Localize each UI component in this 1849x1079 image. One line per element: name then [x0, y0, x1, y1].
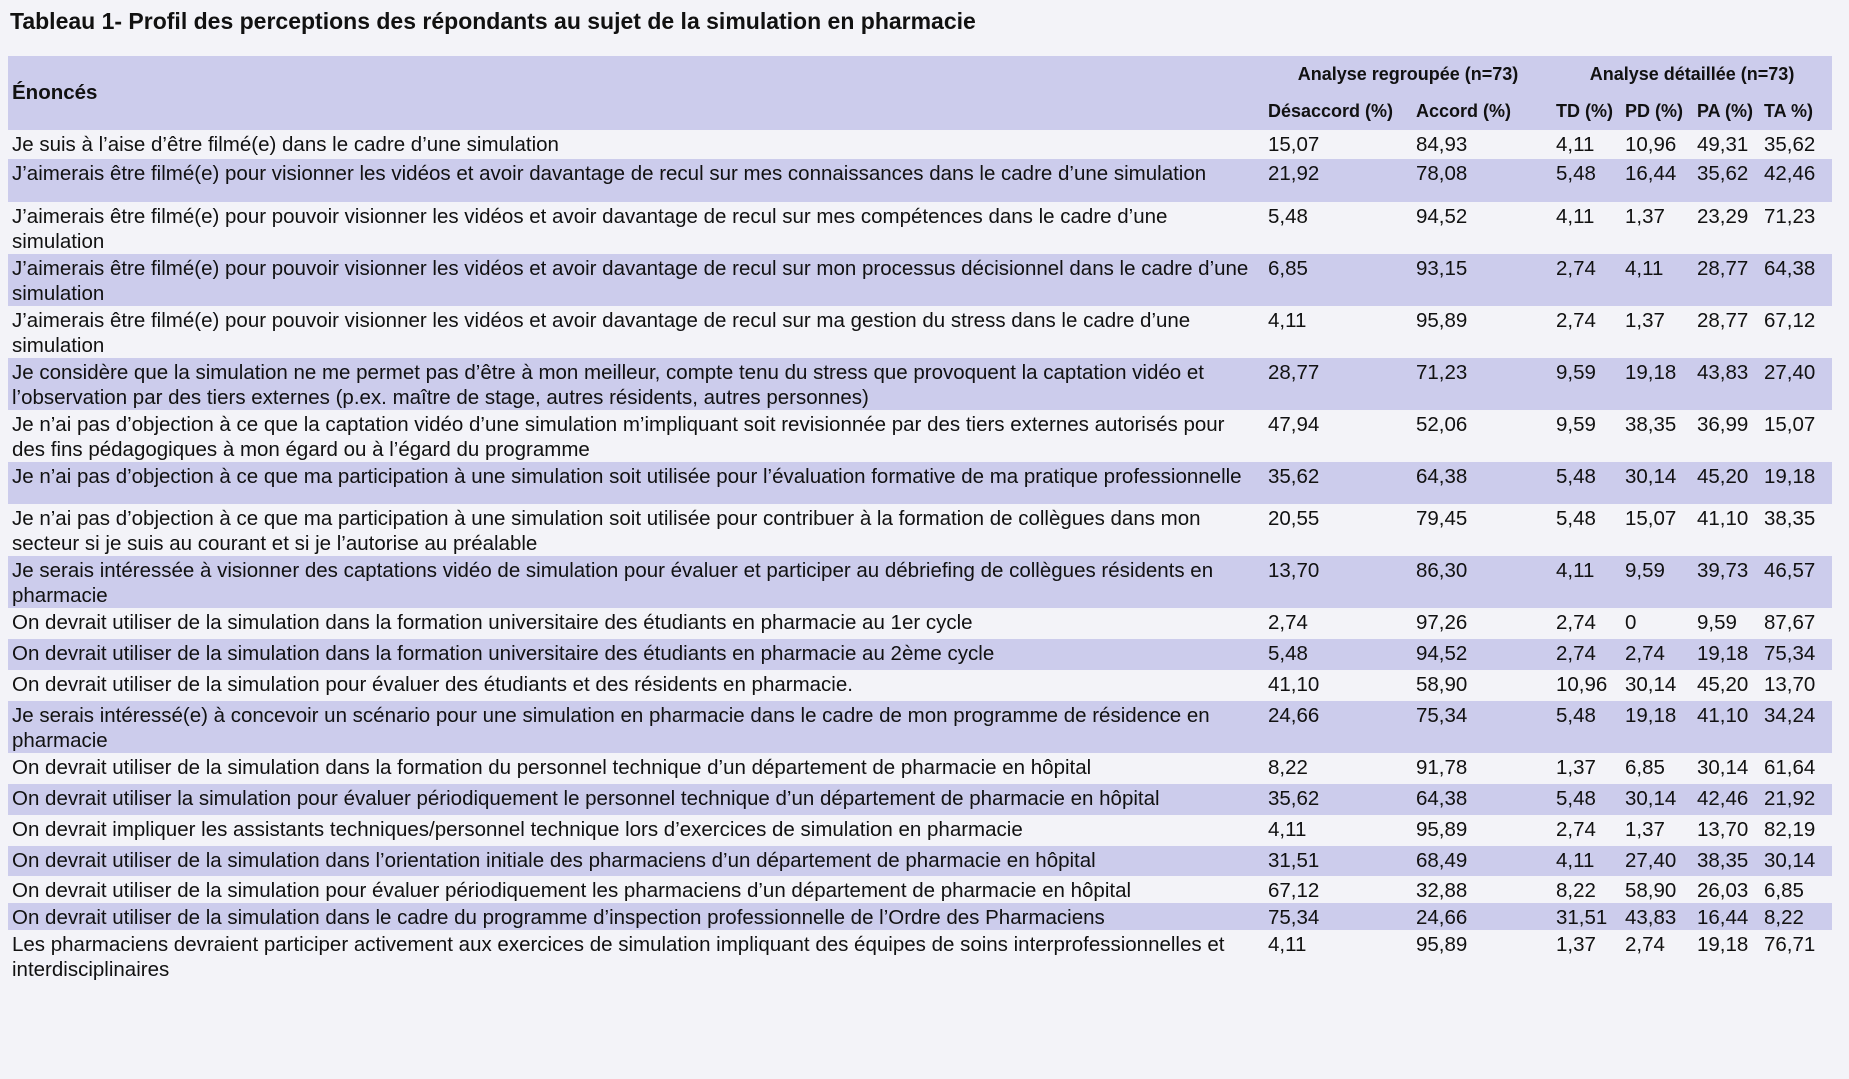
pa-value-cell: 38,35: [1693, 846, 1760, 876]
agree-value-cell: 84,93: [1412, 130, 1552, 159]
pa-value-cell: 19,18: [1693, 639, 1760, 670]
table-row: [8, 784, 1832, 815]
table-row: [8, 202, 1832, 254]
statement-cell: Je considère que la simulation ne me permet pas d’être à mon meilleur, compte tenu du stress que provoquent la captation vidéo et l’observation par des tiers externes (p.ex. maître de stage, autres résidents, autres personnes): [8, 358, 1264, 410]
table-row: [8, 254, 1832, 306]
statement-cell: On devrait utiliser de la simulation dans la formation du personnel technique d’un département de pharmacie en hôpital: [8, 753, 1264, 784]
table-row: [8, 815, 1832, 846]
grouped-analysis-header: Analyse regroupée (n=73): [1264, 56, 1552, 92]
disagree-value-cell: 21,92: [1264, 159, 1412, 202]
ta-column-header: TA %): [1760, 92, 1832, 130]
pd-value-cell: 6,85: [1621, 753, 1693, 784]
td-value-cell: 4,11: [1552, 130, 1621, 159]
disagree-value-cell: 6,85: [1264, 254, 1412, 306]
disagree-value-cell: 4,11: [1264, 306, 1412, 358]
statement-cell: Je n’ai pas d’objection à ce que ma participation à une simulation soit utilisée pour l’évaluation formative de ma pratique professionnelle: [8, 462, 1264, 504]
statement-column-header: Énoncés: [8, 56, 1264, 130]
pa-value-cell: 36,99: [1693, 410, 1760, 462]
disagree-value-cell: 24,66: [1264, 701, 1412, 753]
disagree-value-cell: 4,11: [1264, 930, 1412, 982]
table-row: [8, 930, 1832, 982]
ta-value-cell: 76,71: [1760, 930, 1832, 982]
table-row: [8, 462, 1832, 504]
table-row: [8, 608, 1832, 639]
ta-value-cell: 42,46: [1760, 159, 1832, 202]
td-value-cell: 4,11: [1552, 202, 1621, 254]
agree-value-cell: 95,89: [1412, 815, 1552, 846]
agree-value-cell: 86,30: [1412, 556, 1552, 608]
pd-value-cell: 30,14: [1621, 670, 1693, 701]
pa-value-cell: 41,10: [1693, 701, 1760, 753]
pd-value-cell: 2,74: [1621, 930, 1693, 982]
td-column-header: TD (%): [1552, 92, 1621, 130]
pa-value-cell: 41,10: [1693, 504, 1760, 556]
agree-value-cell: 94,52: [1412, 202, 1552, 254]
agree-value-cell: 79,45: [1412, 504, 1552, 556]
pa-value-cell: 19,18: [1693, 930, 1760, 982]
ta-value-cell: 15,07: [1760, 410, 1832, 462]
table-row: [8, 504, 1832, 556]
pa-value-cell: 42,46: [1693, 784, 1760, 815]
table-body: [8, 130, 1832, 982]
agree-value-cell: 78,08: [1412, 159, 1552, 202]
ta-value-cell: 61,64: [1760, 753, 1832, 784]
statement-cell: J’aimerais être filmé(e) pour pouvoir visionner les vidéos et avoir davantage de recul sur ma gestion du stress dans le cadre d’une simulation: [8, 306, 1264, 358]
ta-value-cell: 21,92: [1760, 784, 1832, 815]
disagree-value-cell: 35,62: [1264, 462, 1412, 504]
td-value-cell: 5,48: [1552, 504, 1621, 556]
td-value-cell: 5,48: [1552, 784, 1621, 815]
table-row: [8, 306, 1832, 358]
td-value-cell: 5,48: [1552, 159, 1621, 202]
agree-value-cell: 64,38: [1412, 462, 1552, 504]
disagree-value-cell: 31,51: [1264, 846, 1412, 876]
pd-value-cell: 30,14: [1621, 784, 1693, 815]
agree-value-cell: 64,38: [1412, 784, 1552, 815]
pa-value-cell: 45,20: [1693, 670, 1760, 701]
statement-cell: J’aimerais être filmé(e) pour pouvoir visionner les vidéos et avoir davantage de recul sur mon processus décisionnel dans le cadre d’une simulation: [8, 254, 1264, 306]
table-header: [8, 56, 1832, 130]
agree-column-header: Accord (%): [1412, 92, 1552, 130]
agree-value-cell: 97,26: [1412, 608, 1552, 639]
table-title: Tableau 1- Profil des perceptions des répondants au sujet de la simulation en pharmacie: [10, 8, 976, 34]
td-value-cell: 9,59: [1552, 358, 1621, 410]
ta-value-cell: 34,24: [1760, 701, 1832, 753]
table-row: [8, 701, 1832, 753]
disagree-value-cell: 75,34: [1264, 903, 1412, 930]
pd-value-cell: 38,35: [1621, 410, 1693, 462]
ta-value-cell: 38,35: [1760, 504, 1832, 556]
agree-value-cell: 32,88: [1412, 876, 1552, 903]
table-row: [8, 358, 1832, 410]
td-value-cell: 4,11: [1552, 846, 1621, 876]
pd-value-cell: 30,14: [1621, 462, 1693, 504]
statement-cell: On devrait utiliser de la simulation dans la formation universitaire des étudiants en pharmacie au 1er cycle: [8, 608, 1264, 639]
statement-cell: Je serais intéressée à visionner des captations vidéo de simulation pour évaluer et participer au débriefing de collègues résidents en pharmacie: [8, 556, 1264, 608]
disagree-value-cell: 28,77: [1264, 358, 1412, 410]
td-value-cell: 2,74: [1552, 254, 1621, 306]
pa-value-cell: 35,62: [1693, 159, 1760, 202]
disagree-value-cell: 15,07: [1264, 130, 1412, 159]
pa-value-cell: 26,03: [1693, 876, 1760, 903]
pd-value-cell: 1,37: [1621, 815, 1693, 846]
ta-value-cell: 35,62: [1760, 130, 1832, 159]
pd-value-cell: 19,18: [1621, 701, 1693, 753]
statement-cell: J’aimerais être filmé(e) pour visionner les vidéos et avoir davantage de recul sur mes connaissances dans le cadre d’une simulation: [8, 159, 1264, 202]
pd-value-cell: 27,40: [1621, 846, 1693, 876]
td-value-cell: 31,51: [1552, 903, 1621, 930]
pd-value-cell: 4,11: [1621, 254, 1693, 306]
pa-value-cell: 39,73: [1693, 556, 1760, 608]
ta-value-cell: 82,19: [1760, 815, 1832, 846]
disagree-value-cell: 5,48: [1264, 639, 1412, 670]
ta-value-cell: 6,85: [1760, 876, 1832, 903]
pd-value-cell: 10,96: [1621, 130, 1693, 159]
disagree-value-cell: 2,74: [1264, 608, 1412, 639]
pa-value-cell: 49,31: [1693, 130, 1760, 159]
ta-value-cell: 75,34: [1760, 639, 1832, 670]
pd-value-cell: 1,37: [1621, 202, 1693, 254]
statement-cell: On devrait utiliser de la simulation pour évaluer des étudiants et des résidents en pharmacie.: [8, 670, 1264, 701]
table-row: [8, 639, 1832, 670]
pa-value-cell: 28,77: [1693, 254, 1760, 306]
agree-value-cell: 95,89: [1412, 306, 1552, 358]
td-value-cell: 9,59: [1552, 410, 1621, 462]
pd-value-cell: 16,44: [1621, 159, 1693, 202]
disagree-value-cell: 5,48: [1264, 202, 1412, 254]
ta-value-cell: 64,38: [1760, 254, 1832, 306]
pa-value-cell: 9,59: [1693, 608, 1760, 639]
perceptions-table: [8, 56, 1832, 982]
pd-value-cell: 0: [1621, 608, 1693, 639]
td-value-cell: 8,22: [1552, 876, 1621, 903]
table-row: [8, 130, 1832, 159]
table-row: [8, 903, 1832, 930]
agree-value-cell: 71,23: [1412, 358, 1552, 410]
pa-value-cell: 28,77: [1693, 306, 1760, 358]
disagree-value-cell: 41,10: [1264, 670, 1412, 701]
pa-value-cell: 13,70: [1693, 815, 1760, 846]
ta-value-cell: 71,23: [1760, 202, 1832, 254]
ta-value-cell: 13,70: [1760, 670, 1832, 701]
statement-cell: Je n’ai pas d’objection à ce que la captation vidéo d’une simulation m’impliquant soit revisionnée par des tiers externes autorisés pour des fins pédagogiques à mon égard ou à l’égard du programme: [8, 410, 1264, 462]
statement-cell: On devrait utiliser la simulation pour évaluer périodiquement le personnel technique d’un département de pharmacie en hôpital: [8, 784, 1264, 815]
ta-value-cell: 67,12: [1760, 306, 1832, 358]
pd-value-cell: 2,74: [1621, 639, 1693, 670]
ta-value-cell: 19,18: [1760, 462, 1832, 504]
statement-cell: On devrait impliquer les assistants techniques/personnel technique lors d’exercices de simulation en pharmacie: [8, 815, 1264, 846]
td-value-cell: 2,74: [1552, 608, 1621, 639]
table-row: [8, 670, 1832, 701]
statement-cell: J’aimerais être filmé(e) pour pouvoir visionner les vidéos et avoir davantage de recul sur mes compétences dans le cadre d’une simulation: [8, 202, 1264, 254]
detailed-analysis-header: Analyse détaillée (n=73): [1552, 56, 1832, 92]
pd-value-cell: 9,59: [1621, 556, 1693, 608]
agree-value-cell: 94,52: [1412, 639, 1552, 670]
agree-value-cell: 24,66: [1412, 903, 1552, 930]
pd-value-cell: 1,37: [1621, 306, 1693, 358]
td-value-cell: 10,96: [1552, 670, 1621, 701]
pd-value-cell: 58,90: [1621, 876, 1693, 903]
table-row: [8, 410, 1832, 462]
pa-value-cell: 16,44: [1693, 903, 1760, 930]
statement-cell: On devrait utiliser de la simulation dans la formation universitaire des étudiants en pharmacie au 2ème cycle: [8, 639, 1264, 670]
disagree-value-cell: 4,11: [1264, 815, 1412, 846]
pd-column-header: PD (%): [1621, 92, 1693, 130]
td-value-cell: 5,48: [1552, 462, 1621, 504]
agree-value-cell: 91,78: [1412, 753, 1552, 784]
pd-value-cell: 15,07: [1621, 504, 1693, 556]
disagree-column-header: Désaccord (%): [1264, 92, 1412, 130]
disagree-value-cell: 20,55: [1264, 504, 1412, 556]
agree-value-cell: 68,49: [1412, 846, 1552, 876]
agree-value-cell: 95,89: [1412, 930, 1552, 982]
statement-cell: Je n’ai pas d’objection à ce que ma participation à une simulation soit utilisée pour contribuer à la formation de collègues dans mon secteur si je suis au courant et si je l’autorise au préalable: [8, 504, 1264, 556]
statement-cell: On devrait utiliser de la simulation dans le cadre du programme d’inspection professionnelle de l’Ordre des Pharmaciens: [8, 903, 1264, 930]
ta-value-cell: 8,22: [1760, 903, 1832, 930]
td-value-cell: 2,74: [1552, 306, 1621, 358]
td-value-cell: 2,74: [1552, 815, 1621, 846]
table-row: [8, 753, 1832, 784]
pd-value-cell: 19,18: [1621, 358, 1693, 410]
pa-column-header: PA (%): [1693, 92, 1760, 130]
pa-value-cell: 23,29: [1693, 202, 1760, 254]
disagree-value-cell: 35,62: [1264, 784, 1412, 815]
statement-cell: Je suis à l’aise d’être filmé(e) dans le cadre d’une simulation: [8, 130, 1264, 159]
agree-value-cell: 75,34: [1412, 701, 1552, 753]
pd-value-cell: 43,83: [1621, 903, 1693, 930]
agree-value-cell: 93,15: [1412, 254, 1552, 306]
disagree-value-cell: 67,12: [1264, 876, 1412, 903]
ta-value-cell: 46,57: [1760, 556, 1832, 608]
td-value-cell: 1,37: [1552, 753, 1621, 784]
statement-cell: On devrait utiliser de la simulation dans l’orientation initiale des pharmaciens d’un département de pharmacie en hôpital: [8, 846, 1264, 876]
statement-cell: Les pharmaciens devraient participer activement aux exercices de simulation impliquant des équipes de soins interprofessionnelles et interdisciplinaires: [8, 930, 1264, 982]
disagree-value-cell: 8,22: [1264, 753, 1412, 784]
table-row: [8, 159, 1832, 202]
statement-cell: Je serais intéressé(e) à concevoir un scénario pour une simulation en pharmacie dans le cadre de mon programme de résidence en pharmacie: [8, 701, 1264, 753]
statement-cell: On devrait utiliser de la simulation pour évaluer périodiquement les pharmaciens d’un département de pharmacie en hôpital: [8, 876, 1264, 903]
table-row: [8, 876, 1832, 903]
ta-value-cell: 30,14: [1760, 846, 1832, 876]
table-row: [8, 846, 1832, 876]
ta-value-cell: 87,67: [1760, 608, 1832, 639]
td-value-cell: 1,37: [1552, 930, 1621, 982]
pa-value-cell: 45,20: [1693, 462, 1760, 504]
pa-value-cell: 30,14: [1693, 753, 1760, 784]
td-value-cell: 4,11: [1552, 556, 1621, 608]
agree-value-cell: 58,90: [1412, 670, 1552, 701]
td-value-cell: 5,48: [1552, 701, 1621, 753]
disagree-value-cell: 47,94: [1264, 410, 1412, 462]
table-row: [8, 556, 1832, 608]
pa-value-cell: 43,83: [1693, 358, 1760, 410]
td-value-cell: 2,74: [1552, 639, 1621, 670]
agree-value-cell: 52,06: [1412, 410, 1552, 462]
ta-value-cell: 27,40: [1760, 358, 1832, 410]
disagree-value-cell: 13,70: [1264, 556, 1412, 608]
